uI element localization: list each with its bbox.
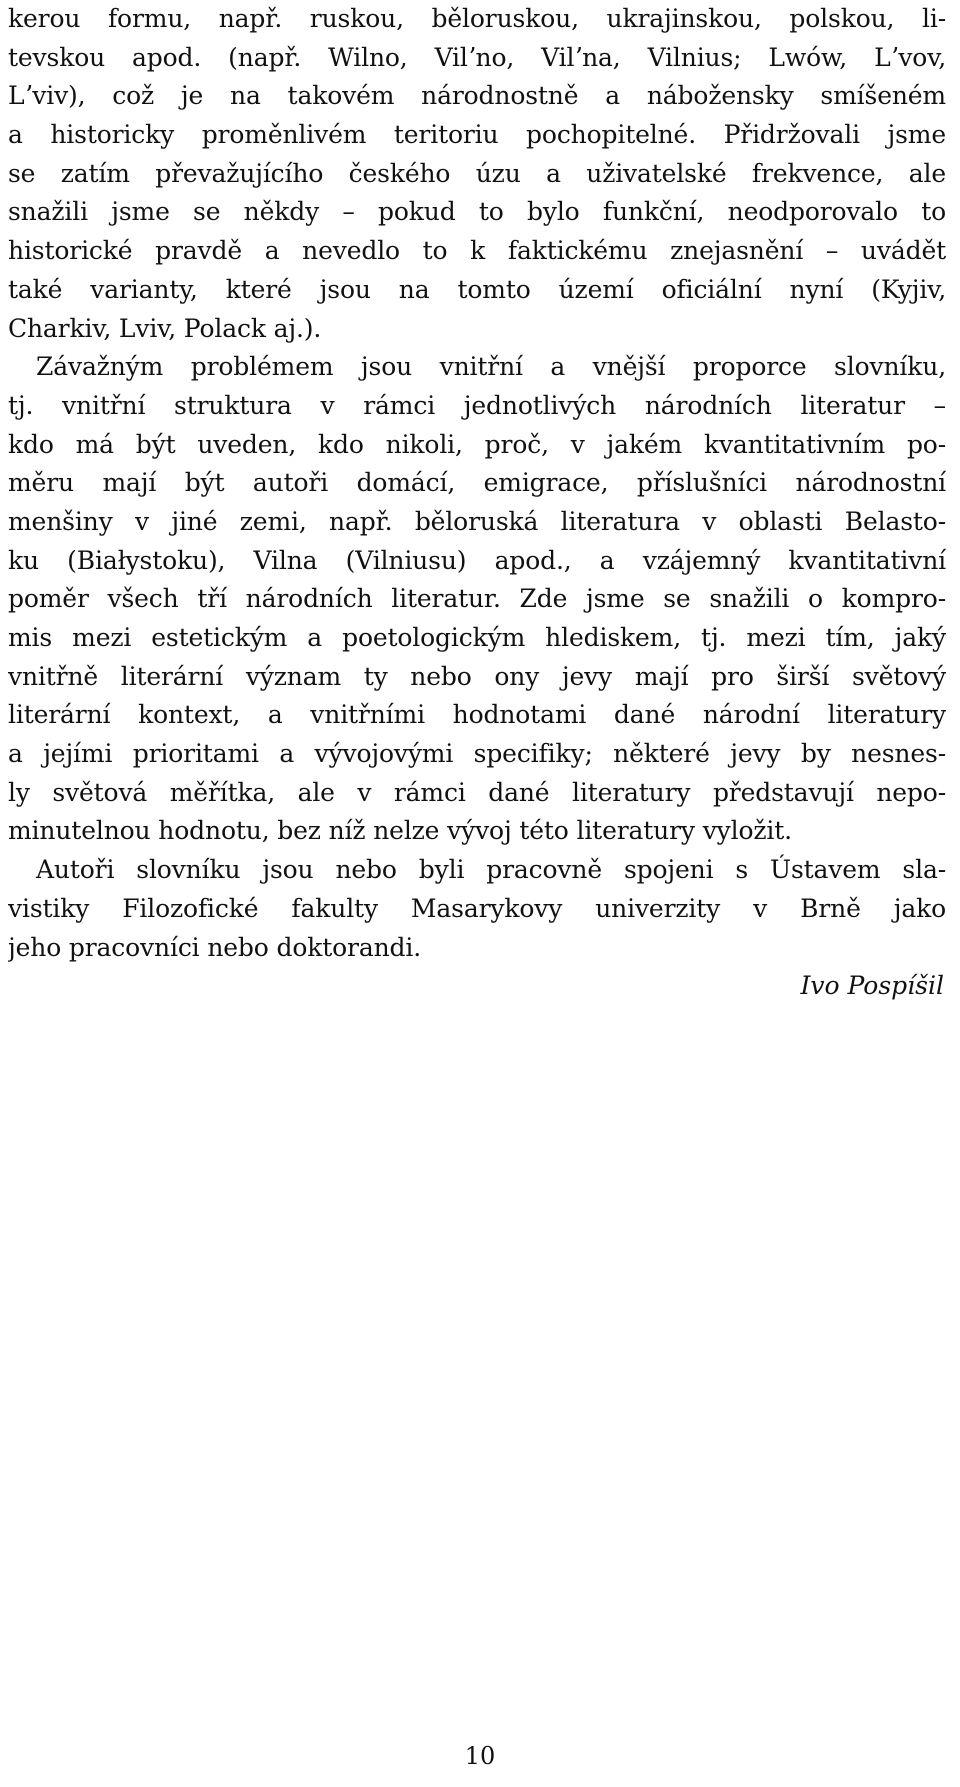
text-line: historické pravdě a nevedlo to k faktickému znejasnění – uvádět	[8, 236, 946, 266]
text-line: měru mají být autoři domácí, emigrace, příslušníci národnostní	[8, 468, 946, 498]
text-line: také varianty, které jsou na tomto území oficiální nyní (Kyjiv,	[8, 274, 946, 304]
author-signature: Ivo Pospíšil	[800, 971, 944, 1001]
text-line: mis mezi estetickým a poetologickým hlediskem, tj. mezi tím, jaký	[8, 623, 946, 652]
text-line: vnitřně literární význam ty nebo ony jevy mají pro širší světový	[8, 661, 946, 691]
text-line: jeho pracovníci nebo doktorandi.	[8, 932, 422, 962]
text-line: tj. vnitřní struktura v rámci jednotlivých národních literatur –	[8, 390, 946, 420]
paragraph-3	[8, 851, 946, 967]
text-line: tevskou apod. (např. Wilno, Vilʼno, Vilʼna, Vilnius; Lwów, Lʼvov,	[8, 42, 946, 72]
text-line: poměr všech tří národních literatur. Zde jsme se snažili o kompro-	[8, 584, 946, 614]
text-line: a jejími prioritami a vývojovými specifiky; některé jevy by nesnes-	[8, 739, 946, 769]
text-line: snažili jsme se někdy – pokud to bylo funkční, neodporovalo to	[8, 197, 946, 227]
text-line: minutelnou hodnotu, bez níž nelze vývoj této literatury vyložit.	[8, 816, 792, 846]
text-line: vistiky Filozofické fakulty Masarykovy univerzity v Brně jako	[8, 893, 946, 923]
text-line: se zatím převažujícího českého úzu a uživatelské frekvence, ale	[8, 158, 946, 188]
paragraph-2	[8, 348, 946, 851]
text-line: Autoři slovníku jsou nebo byli pracovně spojeni s Ústavem sla-	[36, 855, 946, 885]
text-line: kerou formu, např. ruskou, běloruskou, ukrajinskou, polskou, li-	[8, 4, 946, 33]
text-line: Lʼviv), což je na takovém národnostně a nábožensky smíšeném	[8, 81, 946, 111]
text-line: a historicky proměnlivém teritoriu pochopitelné. Přidržovali jsme	[8, 120, 946, 150]
page-number: 10	[464, 1742, 496, 1770]
text-line: ku (Białystoku), Vilna (Vilniusu) apod., a vzájemný kvantitativní	[8, 545, 946, 575]
text-line: Charkiv, Lviv, Polack aj.).	[8, 313, 322, 343]
text-line: menšiny v jiné zemi, např. běloruská literatura v oblasti Belasto-	[8, 506, 946, 536]
text-line: literární kontext, a vnitřními hodnotami dané národní literatury	[8, 700, 946, 730]
document-page	[8, 0, 946, 1006]
text-line: kdo má být uveden, kdo nikoli, proč, v jakém kvantitativním po-	[8, 429, 946, 459]
text-line: ly světová měřítka, ale v rámci dané literatury představují nepo-	[8, 777, 946, 807]
text-line: Závažným problémem jsou vnitřní a vnější proporce slovníku,	[36, 352, 946, 382]
paragraph-1	[8, 0, 946, 348]
